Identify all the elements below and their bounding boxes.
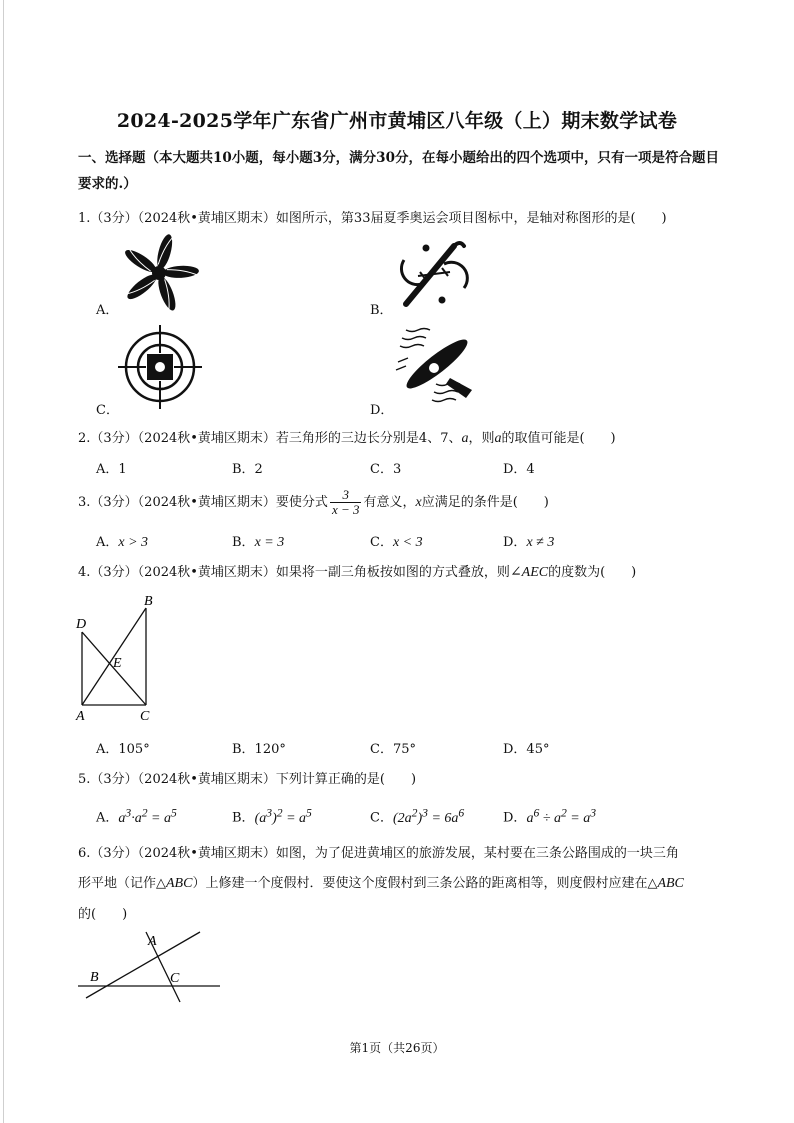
page-footer: 第1页（共26页） <box>349 1041 445 1055</box>
q2-text-a: 2.（3分）（2024秋•黄埔区期末）若三角形的三边长分别是4、7、 <box>78 431 462 446</box>
q3-option-d <box>503 531 554 551</box>
pictogram-a-icon <box>118 232 200 314</box>
roads-figure <box>74 928 224 1003</box>
q3-option-c-label: C． <box>370 535 393 550</box>
q4-label-b: B <box>144 594 153 609</box>
q1-option-c-label: C． <box>96 403 119 418</box>
q4-text-b: 的度数为( ) <box>548 565 637 580</box>
q4-angle: ∠AEC <box>509 565 549 580</box>
q2-var-a: a <box>461 431 469 446</box>
q3-text-b: 有意义， <box>363 495 416 510</box>
q2-option-a: A．1 <box>96 462 127 477</box>
question-6-line-1: 6.（3分）（2024秋•黄埔区期末）如图，为了促进黄埔区的旅游发展，某村要在三条公路围成的一块三角 <box>78 846 679 861</box>
q2-option-d: D．4 <box>503 462 535 477</box>
q4-label-d: D <box>76 617 87 632</box>
page-edge-rule <box>3 0 4 1123</box>
question-2-text <box>78 427 616 447</box>
q5-option-b-math: $(a^3)^2 = a^5$ <box>254 806 312 826</box>
q4-label-e: E <box>113 656 122 671</box>
q5-option-c-math: $(2a^2)^3 = 6a^6$ <box>392 806 465 826</box>
q3-option-b-math: x = 3 <box>254 535 285 550</box>
q5-option-c-label: C． <box>370 810 393 826</box>
q3-option-d-math: x ≠ 3 <box>526 535 555 550</box>
q4-label-c: C <box>140 709 150 724</box>
q1-option-a-label: A． <box>96 303 119 318</box>
pictogram-c-icon <box>118 325 202 409</box>
q6-abc-2: ABC <box>657 876 684 891</box>
q1-option-d-label: D． <box>370 403 394 418</box>
q5-option-a-math: $a^3\cdot a^2 = a^5$ <box>118 806 177 826</box>
q6-line2-a: 形平地（记作△ <box>78 876 166 891</box>
q5-option-b <box>232 806 312 827</box>
pictogram-b-icon <box>392 232 474 314</box>
q5-option-d <box>503 806 596 827</box>
question-3-text <box>78 488 549 517</box>
q3-text-c: 应满足的条件是( ) <box>421 495 549 510</box>
q5-option-c <box>370 806 464 827</box>
q3-text-a: 3.（3分）（2024秋•黄埔区期末）要使分式 <box>78 495 328 510</box>
q3-option-c <box>370 531 423 551</box>
q3-fraction <box>330 488 362 517</box>
section-heading: 一、选择题（本大题共10小题，每小题3分，满分30分，在每小题给出的四个选项中，只有一项是符合题目要求的.） <box>78 150 719 192</box>
q2-text-b: ，则 <box>468 431 495 446</box>
q6-label-a: A <box>148 934 157 949</box>
q5-option-a <box>96 806 177 827</box>
question-4-text <box>78 561 636 581</box>
q1-option-b-label: B． <box>370 303 393 318</box>
q5-option-d-math: $a^6 \div a^2 = a^3$ <box>526 806 597 826</box>
q4-option-c: C．75° <box>370 742 416 757</box>
q3-fraction-numerator: 3 <box>330 488 362 503</box>
q2-var-a-2: a <box>494 431 502 446</box>
q2-option-c: C．3 <box>370 462 402 477</box>
q5-option-d-label: D． <box>503 810 527 826</box>
q6-line2-b: ）上修建一个度假村．要使这个度假村到三条公路的距离相等，则度假村应建在△ <box>192 876 658 891</box>
q6-abc-1: ABC <box>166 876 193 891</box>
q3-option-b <box>232 531 284 551</box>
q4-option-d: D．45° <box>503 742 550 757</box>
question-6-line-3: 的( ) <box>78 907 128 922</box>
q3-option-b-label: B． <box>232 535 255 550</box>
question-6-line-2 <box>78 872 684 892</box>
q3-var-x: x <box>415 495 422 510</box>
q4-text-a: 4.（3分）（2024秋•黄埔区期末）如果将一副三角板按如图的方式叠放，则 <box>78 565 510 580</box>
q3-option-a <box>96 531 148 551</box>
q3-option-a-math: x > 3 <box>118 535 149 550</box>
q4-option-b: B．120° <box>232 742 286 757</box>
q4-label-a: A <box>76 709 85 724</box>
q6-label-c: C <box>170 971 180 986</box>
pictogram-d-icon <box>392 322 482 412</box>
q3-fraction-denominator: x − 3 <box>331 502 360 517</box>
q2-text-c: 的取值可能是( ) <box>501 431 616 446</box>
q5-option-b-label: B． <box>232 810 255 826</box>
q6-label-b: B <box>90 970 99 985</box>
q3-option-c-math: x < 3 <box>392 535 423 550</box>
question-1-text: 1.（3分）（2024秋•黄埔区期末）如图所示，第33届夏季奥运会项目图标中，是轴对称图形的是( ) <box>78 211 667 226</box>
q3-option-d-label: D． <box>503 535 527 550</box>
q3-option-a-label: A． <box>96 535 119 550</box>
q4-option-a: A．105° <box>96 742 150 757</box>
set-square-figure <box>70 590 170 725</box>
q5-option-a-label: A． <box>96 810 119 826</box>
exam-title: 2024-2025学年广东省广州市黄埔区八年级（上）期末数学试卷 <box>116 110 678 132</box>
q2-option-b: B．2 <box>232 462 263 477</box>
question-5-text: 5.（3分）（2024秋•黄埔区期末）下列计算正确的是( ) <box>78 772 417 787</box>
